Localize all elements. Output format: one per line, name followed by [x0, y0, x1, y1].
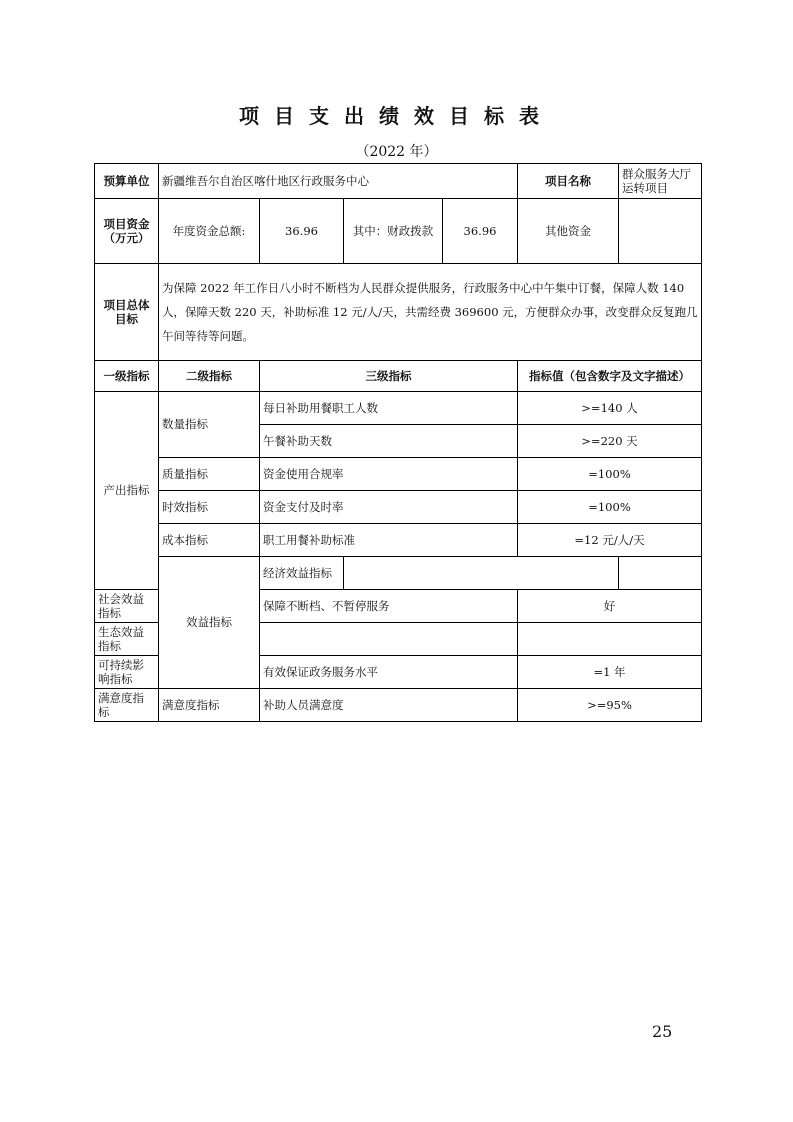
other-funds-label: 其他资金 — [518, 199, 619, 264]
indicator-name: 资金支付及时率 — [260, 491, 518, 524]
table-row — [95, 524, 702, 557]
table-row — [95, 392, 702, 425]
table-header-row — [95, 361, 702, 392]
sustain-indicator-label: 可持续影响指标 — [95, 656, 159, 689]
page-number: 25 — [652, 1022, 673, 1041]
output-indicator-label: 产出指标 — [95, 392, 159, 590]
satisfaction-indicator-label: 满意度指标 — [95, 689, 159, 722]
table-row — [95, 491, 702, 524]
indicator-value: >=95% — [518, 689, 702, 722]
indicator-name — [344, 557, 619, 590]
table-row — [95, 264, 702, 361]
table-row — [95, 199, 702, 264]
indicator-name — [260, 623, 518, 656]
col-header-level1: 一级指标 — [95, 361, 159, 392]
goal-label: 项目总体目标 — [95, 264, 159, 361]
indicator-name: 有效保证政务服务水平 — [260, 656, 518, 689]
fiscal-label: 其中：财政拨款 — [344, 199, 443, 264]
fiscal-value: 36.96 — [443, 199, 518, 264]
performance-table — [94, 163, 702, 722]
satisfaction-sub-label: 满意度指标 — [159, 689, 260, 722]
annual-total-value: 36.96 — [260, 199, 344, 264]
indicator-value: =100% — [518, 458, 702, 491]
col-header-level3: 三级指标 — [260, 361, 518, 392]
indicator-value — [619, 557, 702, 590]
benefit-indicator-label: 效益指标 — [159, 557, 260, 689]
cost-indicator-label: 成本指标 — [159, 524, 260, 557]
table-row — [95, 458, 702, 491]
indicator-value: 好 — [518, 590, 702, 623]
goal-text: 为保障 2022 年工作日八小时不断档为人民群众提供服务，行政服务中心中午集中订餐，保障人数 140 人，保障天数 220 天，补助标准 12 元/人/天，共需经费 369600 元，方便群众办事，改变群众反复跑几午间等待等问题。 — [159, 264, 702, 361]
other-funds-value — [619, 199, 702, 264]
indicator-name: 每日补助用餐职工人数 — [260, 392, 518, 425]
indicator-value: =1 年 — [518, 656, 702, 689]
table-row — [95, 689, 702, 722]
eco-indicator-label: 生态效益指标 — [95, 623, 159, 656]
indicator-value — [518, 623, 702, 656]
budget-unit-value: 新疆维吾尔自治区喀什地区行政服务中心 — [159, 164, 518, 199]
indicator-value: >=220 天 — [518, 425, 702, 458]
budget-unit-label: 预算单位 — [95, 164, 159, 199]
col-header-value: 指标值（包含数字及文字描述） — [518, 361, 702, 392]
indicator-name: 资金使用合规率 — [260, 458, 518, 491]
funds-label: 项目资金（万元） — [95, 199, 159, 264]
indicator-value: =100% — [518, 491, 702, 524]
indicator-value: >=140 人 — [518, 392, 702, 425]
social-indicator-label: 社会效益指标 — [95, 590, 159, 623]
indicator-name: 职工用餐补助标准 — [260, 524, 518, 557]
table-row — [95, 557, 702, 590]
project-name-label: 项目名称 — [518, 164, 619, 199]
indicator-name: 午餐补助天数 — [260, 425, 518, 458]
project-name-value: 群众服务大厅运转项目 — [619, 164, 702, 199]
col-header-level2: 二级指标 — [159, 361, 260, 392]
page-title: 项目支出绩效目标表 — [239, 104, 554, 128]
quality-indicator-label: 质量指标 — [159, 458, 260, 491]
indicator-name: 保障不断档、不暂停服务 — [260, 590, 518, 623]
annual-total-label: 年度资金总额: — [159, 199, 260, 264]
quantity-indicator-label: 数量指标 — [159, 392, 260, 458]
table-row — [95, 164, 702, 199]
indicator-name: 补助人员满意度 — [260, 689, 518, 722]
economic-indicator-label: 经济效益指标 — [260, 557, 344, 590]
time-indicator-label: 时效指标 — [159, 491, 260, 524]
indicator-value: =12 元/人/天 — [518, 524, 702, 557]
year-label: （2022 年） — [355, 144, 438, 160]
